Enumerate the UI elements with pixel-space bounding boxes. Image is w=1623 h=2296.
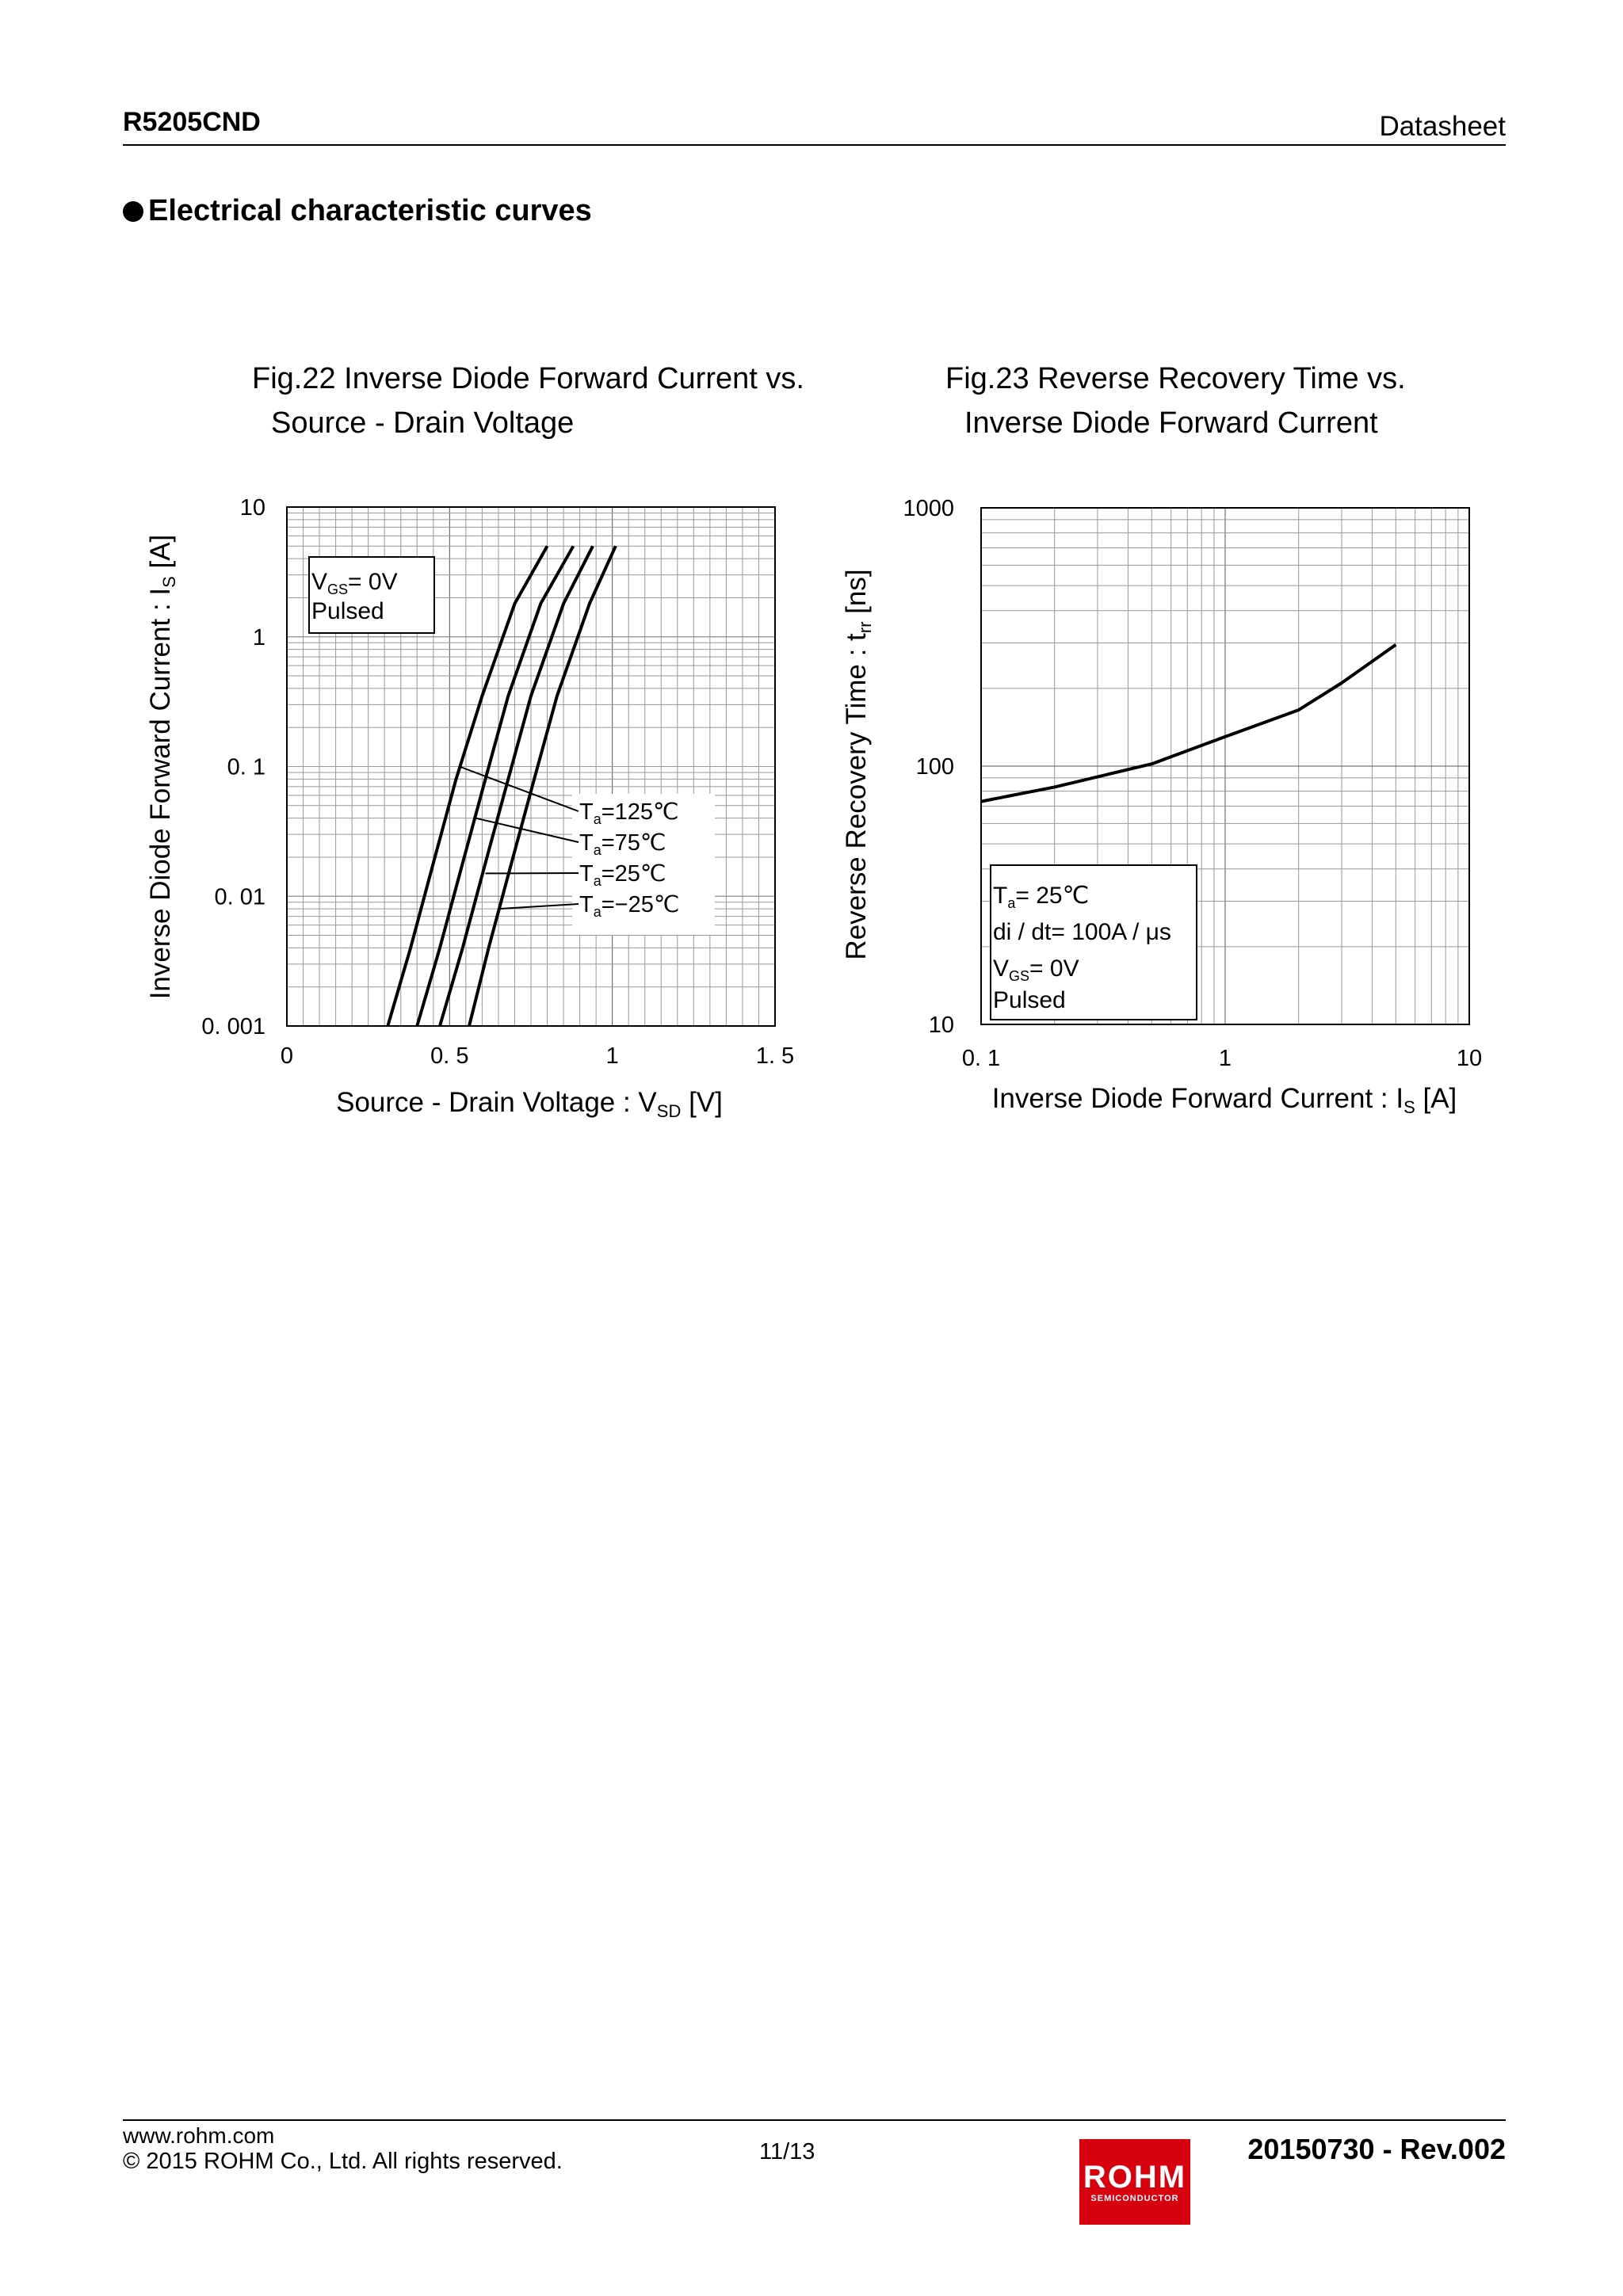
fig22-y-tick-label: 0. 001	[201, 1014, 265, 1039]
fig22-legend-entry-2: $T_a=25℃$	[579, 861, 666, 889]
fig22-series-line-1	[417, 546, 573, 1026]
fig22-x-tick-label: 1	[605, 1043, 619, 1069]
fig22-x-tick-labels	[281, 1043, 794, 1069]
fig22-cond-pulsed: Pulsed	[311, 598, 384, 624]
fig23-y-tick-label: 10	[928, 1013, 954, 1038]
fig22-legend-entry-0: $T_a=125℃$	[579, 799, 679, 827]
fig22-series-line-3	[469, 546, 616, 1026]
fig23-y-tick-label: 1000	[903, 496, 954, 521]
fig22-y-axis-label: Inverse Diode Forward Current : $I_S$ [A]	[145, 534, 179, 1000]
fig22-y-tick-label: 1	[252, 624, 265, 650]
fig22-x-axis-label: Source - Drain Voltage : $V_{SD}$ [V]	[336, 1087, 723, 1121]
fig22-y-tick-label: 0. 1	[227, 754, 265, 780]
rohm-logo	[1079, 2139, 1190, 2225]
fig23-cond-pulsed: Pulsed	[993, 987, 1066, 1013]
fig23-cond-vgs: $V_{GS}= 0V$	[993, 955, 1079, 984]
fig23-chart	[824, 475, 1506, 1149]
fig22-x-tick-label: 0. 5	[430, 1043, 469, 1069]
fig23-x-tick-labels	[962, 1046, 1482, 1071]
logo-wordmark: ROHM	[1083, 2160, 1187, 2195]
fig22-leader-line-3	[498, 904, 579, 909]
fig23-x-tick-label: 0. 1	[961, 1046, 1001, 1071]
fig23-y-axis-label: Reverse Recovery Time : $t_{rr}$ [ns]	[841, 569, 875, 960]
fig23-y-tick-labels	[903, 496, 954, 1038]
fig22-series-line-2	[440, 546, 593, 1026]
fig22-legend-entry-1: $T_a=75℃$	[579, 830, 666, 858]
fig22-x-tick-label: 0	[280, 1043, 294, 1069]
fig23-title-line1: Fig.23 Reverse Recovery Time vs.	[945, 362, 1406, 395]
fig23-x-tick-label: 1	[1218, 1046, 1232, 1071]
fig22-title-line1: Fig.22 Inverse Diode Forward Current vs.	[252, 362, 804, 395]
header-divider	[123, 144, 1506, 146]
footer-copyright: © 2015 ROHM Co., Ltd. All rights reserved.	[123, 2149, 563, 2174]
section-title: Electrical characteristic curves	[148, 194, 592, 227]
fig22-chart	[127, 475, 808, 1149]
fig23-title	[945, 357, 1406, 445]
bullet-icon	[123, 201, 143, 222]
fig23-x-tick-label: 10	[1456, 1046, 1483, 1071]
fig23-x-axis-label: Inverse Diode Forward Current : $I_S$ [A]	[991, 1083, 1457, 1117]
fig22-x-tick-label: 1. 5	[755, 1043, 795, 1069]
fig22-cond-vgs: $V_{GS}= 0V$	[311, 569, 398, 597]
fig22-legend-entry-3: $T_a=-25℃$	[579, 892, 680, 920]
footer-website: www.rohm.com	[123, 2123, 275, 2148]
fig23-y-tick-label: 100	[915, 754, 954, 780]
revision-date: 20150730 - Rev.002	[1247, 2133, 1506, 2165]
fig22-y-tick-labels	[201, 495, 265, 1039]
part-number: R5205CND	[123, 107, 261, 137]
fig23-cond-didt: di / dt= 100A / μs	[993, 919, 1171, 945]
fig22-title	[252, 357, 804, 445]
fig22-title-line2: Source - Drain Voltage	[271, 406, 575, 440]
fig23-title-line2: Inverse Diode Forward Current	[964, 406, 1378, 440]
logo-subtitle: SEMICONDUCTOR	[1090, 2194, 1179, 2203]
fig23-cond-ta: $T_a=$ 25℃	[993, 883, 1090, 911]
page-number: 11/13	[759, 2139, 815, 2164]
document-type: Datasheet	[1379, 111, 1506, 142]
fig22-y-tick-label: 10	[239, 495, 265, 521]
fig22-y-tick-label: 0. 01	[214, 884, 265, 910]
section-heading	[123, 194, 592, 228]
footer-divider	[123, 2119, 1506, 2121]
